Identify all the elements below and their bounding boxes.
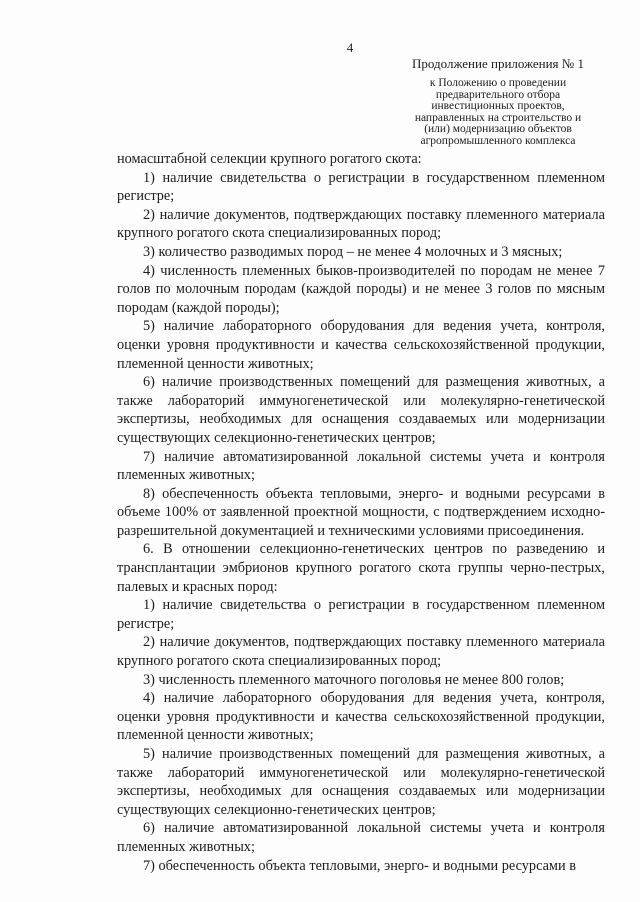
appendix-line: инвестиционных проектов, xyxy=(431,100,565,112)
section-heading-paragraph: 6. В отношении селекционно-генетических центров по разведению и трансплантации эмбрионов крупного рогатого скота группы черно-пестрых, палевых и красных пород: xyxy=(117,541,605,595)
list-item: 6) наличие автоматизированной локальной системы учета и контроля племенных животных; xyxy=(117,820,605,855)
list-item: 1) наличие свидетельства о регистрации в государственном племенном регистре; xyxy=(117,169,605,205)
list-item: 5) наличие производственных помещений для размещения животных, а также лабораторий иммуногенетической или молекулярно-генетической экспертизы, необходимых для оснащения создаваемых или модернизации существующих селекционно-генетических центров; xyxy=(117,746,605,818)
list-item: 5) наличие лабораторного оборудования для ведения учета, контроля, оценки уровня продуктивности и качества сельскохозяйственной продукции, племенной ценности животных; xyxy=(117,318,605,372)
appendix-line: к Положению о проведении xyxy=(429,77,567,89)
appendix-header xyxy=(398,56,598,147)
list-item: 4) численность племенных быков-производителей по породам не менее 7 голов по молочным породам (каждой породы) и не менее 3 голов по мясным породам (каждой породы); xyxy=(117,262,605,316)
list-item: 7) обеспеченность объекта тепловыми, энерго- и водными ресурсами в xyxy=(143,857,576,874)
list-item: 2) наличие документов, подтверждающих поставку племенного материала крупного рогатого скота специализированных пород; xyxy=(117,206,605,242)
appendix-line: предварительного отбора xyxy=(435,88,561,101)
appendix-line: агропромышленного комплекса xyxy=(420,134,576,147)
list-item: 7) наличие автоматизированной локальной системы учета и контроля племенных животных; xyxy=(117,448,605,484)
appendix-line: направленных на строительство и xyxy=(414,111,582,124)
appendix-title: Продолжение приложения № 1 xyxy=(412,56,584,71)
paragraph-continuation: номасштабной селекции крупного рогатого скота: xyxy=(117,151,422,167)
document-body xyxy=(117,150,605,875)
page-number: 4 xyxy=(346,40,354,55)
list-item: 6) наличие производственных помещений для размещения животных, а также лабораторий иммуногенетической или молекулярно-генетической экспертизы, необходимых для оснащения создаваемых или модернизации существующих селекционно-генетических центров; xyxy=(117,374,605,446)
appendix-line: (или) модернизацию объектов xyxy=(424,123,572,135)
list-item: 3) количество разводимых пород – не менее 4 молочных и 3 мясных; xyxy=(143,243,563,260)
list-item: 3) численность племенного маточного поголовья не менее 800 голов; xyxy=(143,671,565,688)
list-item: 4) наличие лабораторного оборудования для ведения учета, контроля, оценки уровня продуктивности и качества сельскохозяйственной продукции, племенной ценности животных; xyxy=(117,690,605,744)
list-item: 1) наличие свидетельства о регистрации в государственном племенном регистре; xyxy=(117,597,605,632)
list-item: 2) наличие документов, подтверждающих поставку племенного материала крупного рогатого скота специализированных пород; xyxy=(117,634,605,670)
list-item: 8) обеспеченность объекта тепловыми, энерго- и водными ресурсами в объеме 100% от заявленной проектной мощности, с подтверждением исходно-разрешительной документацией и техническими условиями присоединения. xyxy=(117,485,605,539)
